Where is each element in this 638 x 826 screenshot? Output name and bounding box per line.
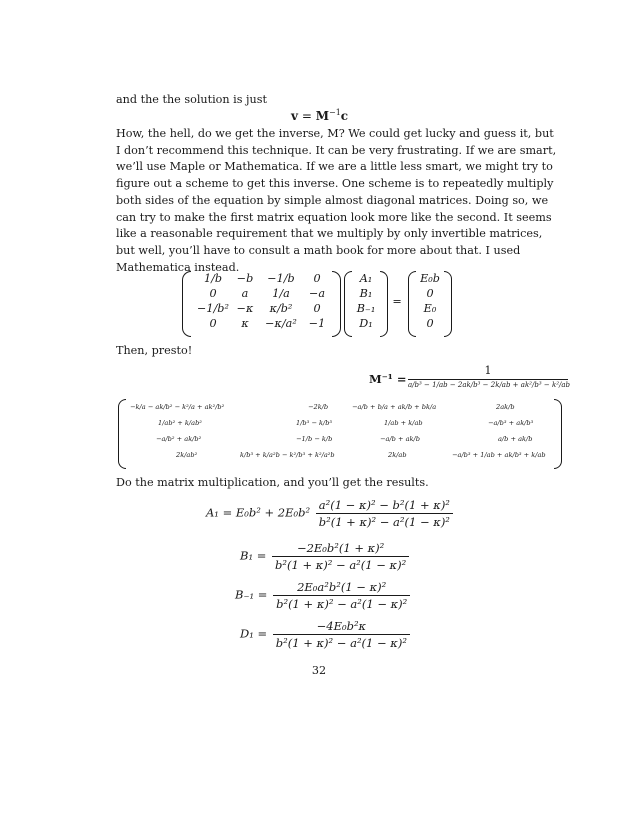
inverse-label: M⁻¹ =: [369, 372, 407, 386]
matrix-cell: 1/a: [272, 287, 290, 300]
eq-rhs-vector: c: [340, 109, 349, 123]
inverse-cell: k/b³ + k/a²b − k²/b³ + k²/a²b: [240, 451, 335, 459]
matrix-cell: κ: [241, 317, 249, 330]
unknown-cell: D₁: [359, 317, 373, 330]
rhs-cell: E₀b: [420, 272, 440, 285]
inverse-cell: a/b + ak/b: [498, 435, 533, 443]
then-presto-text: [116, 343, 522, 360]
unknown-cell: B₁: [359, 287, 373, 300]
result-lhs: D₁ =: [240, 626, 268, 641]
result-denominator: b²(1 + κ)² − a²(1 − κ)²: [316, 513, 453, 529]
result-fraction: [273, 580, 410, 611]
inverse-lhs: [369, 372, 406, 386]
do-multiplication-text: [116, 475, 522, 492]
matrix-cell: κ/b²: [269, 302, 293, 315]
result-fraction: [273, 619, 410, 650]
paragraph-line: I don’t recommend this technique. It can be very frustrating. If we are smart,: [116, 143, 557, 157]
inverse-numerator: 1: [484, 364, 492, 377]
matrix-cell: a: [241, 287, 249, 300]
paragraph-line: but well, you’ll have to consult a math book for more about that. I used: [116, 243, 521, 257]
inverse-left-paren: [118, 399, 126, 469]
then-presto-line: Then, presto!: [116, 344, 193, 357]
result-d1: [240, 619, 412, 650]
result-lhs: A₁ = E₀b² + 2E₀b²: [206, 505, 311, 520]
inverse-cell: −a/b³ + ak/b³: [488, 419, 534, 427]
unknown-cell: A₁: [359, 272, 373, 285]
result-numerator: −4E₀b²κ: [316, 619, 367, 633]
inverse-right-paren: [554, 399, 562, 469]
matrix-cell: −a: [308, 287, 326, 300]
result-numerator: a²(1 − κ)² − b²(1 + κ)²: [318, 498, 450, 512]
inverse-cell: −1/b − k/b: [296, 435, 333, 443]
inverse-cell: 2k/ab²: [176, 451, 198, 459]
matrix-cell: −1: [308, 317, 326, 330]
matrix-cell: 1/b: [203, 272, 223, 285]
eq-rhs-matrix: M: [315, 109, 329, 123]
page-number: 32: [311, 664, 327, 677]
paragraph-line: can try to make the first matrix equation look more like the second. It seems: [116, 210, 552, 224]
matrix-cell: −κ: [236, 302, 254, 315]
result-lhs: B₁ =: [240, 548, 267, 563]
eq-exponent: −1: [328, 108, 341, 117]
result-denominator: b²(1 + κ)² − a²(1 − κ)²: [273, 634, 410, 650]
inverse-fraction: [408, 364, 571, 389]
inverse-cell: 1/ab + k/ab: [384, 419, 423, 427]
inverse-cell: −k/a − ak/b² − k²/a + ak²/b²: [130, 403, 225, 411]
do-multiplication-line: Do the matrix multiplication, and you’ll get the results.: [116, 476, 429, 489]
inverse-cell: 1/ab² + k/ab²: [158, 419, 202, 427]
matrix-cell: −κ/a²: [265, 317, 297, 330]
paragraph-line: we’ll use Maple or Mathematica. If we are a little less smart, we might try to: [116, 160, 553, 174]
paragraph-line: How, the hell, do we get the inverse, M? We could get lucky and guess it, but: [116, 127, 554, 140]
paragraph-line: both sides of the equation by simple almost diagonal matrices. Doing so, we: [116, 193, 549, 207]
result-fraction: [272, 541, 409, 572]
inverse-matrix: [118, 399, 568, 469]
inverse-cell: 2ak/b: [496, 403, 515, 411]
result-fraction: [316, 498, 453, 529]
matrix-equation: [182, 271, 457, 337]
result-numerator: −2E₀b²(1 + κ)²: [296, 541, 385, 555]
matrix-cell: −1/b²: [197, 302, 229, 315]
inverse-cell: 1/b³ − k/b³: [296, 419, 333, 427]
matrix-right-paren: [332, 271, 341, 337]
inverse-cell: −a/b³ + 1/ab + ak/b³ + k/ab: [452, 451, 546, 459]
rhs-cell: 0: [426, 317, 434, 330]
main-paragraph: [116, 126, 557, 276]
result-b1: [240, 541, 411, 572]
result-lhs: B₋₁ =: [235, 587, 268, 602]
matrix-cell: 0: [313, 302, 321, 315]
matrix-cell: 0: [209, 317, 217, 330]
equals-sign: =: [392, 295, 402, 308]
inverse-cell: −a/b² + ak/b²: [156, 435, 202, 443]
inverse-cell: −2k/b: [308, 403, 329, 411]
matrix-cell: 0: [209, 287, 217, 300]
matrix-cell: 0: [313, 272, 321, 285]
result-bminus1: [235, 580, 412, 611]
result-denominator: b²(1 + κ)² − a²(1 − κ)²: [272, 556, 409, 572]
inverse-cell: 2k/ab: [388, 451, 407, 459]
rhs-cell: 0: [426, 287, 434, 300]
paragraph-line: Mathematica instead.: [116, 260, 240, 274]
intro-text: [116, 92, 522, 109]
matrix-left-paren: [182, 271, 191, 337]
paragraph-line: figure out a scheme to get this inverse. One scheme is to repeatedly multiply: [116, 177, 554, 191]
inverse-cell: −a/b + ak/b: [380, 435, 420, 443]
inverse-denominator: a/b³ − 1/ab − 2ak/b³ − 2k/ab + ak²/b³ − k²/ab: [408, 381, 571, 389]
inverse-cell: −a/b + b/a + ak/b + bk/a: [352, 403, 437, 411]
eq-lhs: v: [291, 109, 298, 123]
paragraph-line: like a reasonable requirement that we multiply by only invertible matrices,: [116, 227, 543, 241]
unknown-cell: B₋₁: [356, 302, 376, 315]
rhs-cell: E₀: [423, 302, 437, 315]
result-numerator: 2E₀a²b²(1 − κ)²: [297, 580, 387, 594]
intro-line: and the the solution is just: [116, 93, 267, 106]
result-a1: [206, 498, 455, 529]
matrix-cell: −1/b: [267, 272, 295, 285]
solution-equation: $v = M^{-1}c$: [291, 108, 349, 123]
matrix-cell: −b: [236, 272, 254, 285]
result-denominator: b²(1 + κ)² − a²(1 − κ)²: [273, 595, 410, 611]
